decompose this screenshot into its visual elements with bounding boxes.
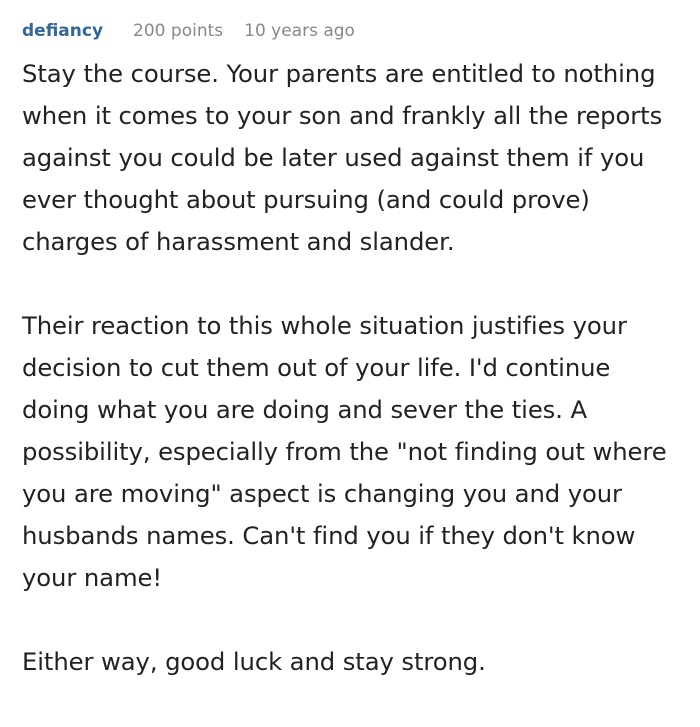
comment-meta bbox=[22, 18, 682, 44]
comment bbox=[22, 18, 682, 683]
comment-paragraph-2: Their reaction to this whole situation justifies your decision to cut them out of your life. I'd continue doing what you are doing and sever the ties. A possibility, especially from the "not finding out where you are moving" aspect is changing you and your husbands names. Can't find you if they don't know your name! bbox=[22, 311, 667, 592]
comment-paragraph-3: Either way, good luck and stay strong. bbox=[22, 647, 486, 676]
comment-body bbox=[22, 53, 682, 683]
paragraph-spacer bbox=[22, 599, 682, 641]
points-count: 200 points bbox=[133, 21, 224, 41]
comment-paragraph-1: Stay the course. Your parents are entitled to nothing when it comes to your son and frankly all the reports against you could be later used against them if you ever thought about pursuing (and could prove) charges of harassment and slander. bbox=[22, 59, 663, 256]
paragraph-spacer bbox=[22, 263, 682, 305]
author-link[interactable]: defiancy bbox=[22, 21, 104, 41]
timestamp: 10 years ago bbox=[244, 21, 355, 41]
